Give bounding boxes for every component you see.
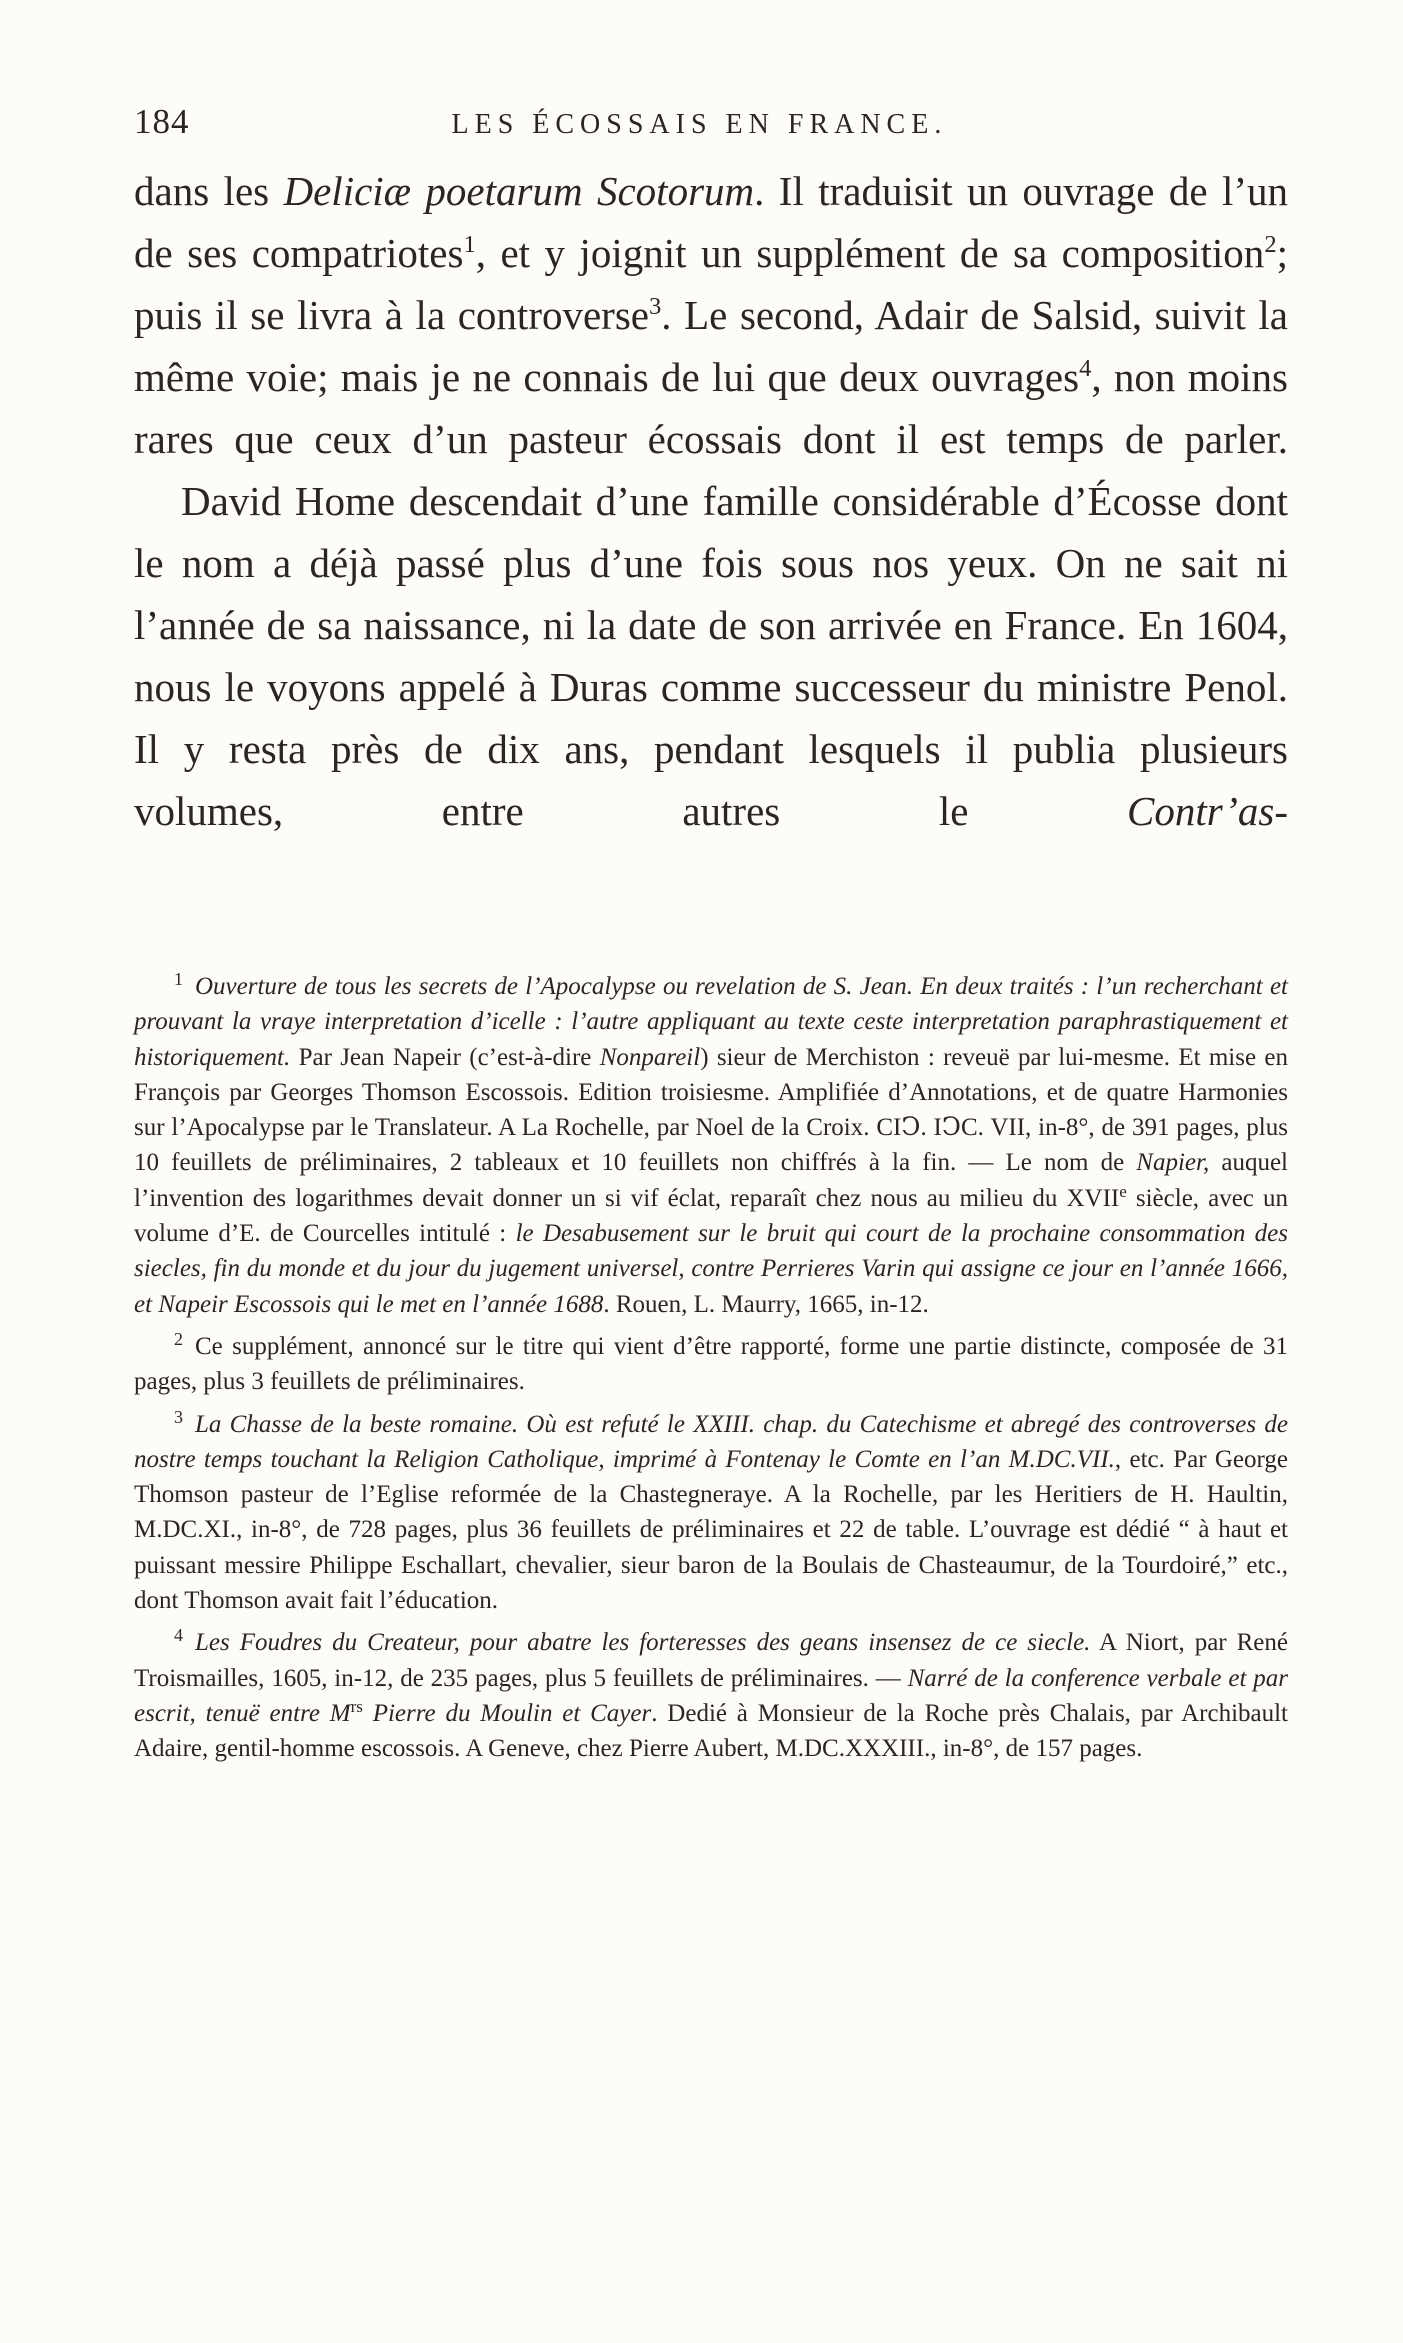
page-number: 184 xyxy=(134,102,190,141)
footnote-ref-1[interactable]: 1 xyxy=(463,231,476,258)
footnote-4: $^4$ Les Foudres du Createur, pour abatre les forteresses des geans insensez de ce siecle. A Niort, par René Troismailles, 1605, in-12, de 235 pages, plus 5 feuillets de préliminaires. — Narré de la conference verbale et par escrit, tenuë entre $M^{rs}$ Pierre du Moulin et Cayer. Dedié à Monsieur de la Roche près Chalais, par Archibault Adaire, gentil-homme escossois. A Geneve, chez Pierre Aubert, M.DC.XXXIII., in-8°, de 157 pages. xyxy=(134,1625,1288,1763)
footnote-number: 3 xyxy=(174,1406,183,1427)
footnote-1: $^1$ Ouverture de tous les secrets de l’Apocalypse ou revelation de S. Jean. En deux traités : l’un recherchant et prouvant la vraye interpretation d’icelle : l’autre appliquant au texte ceste interpretation paraphrastiquement et historiquement. Par Jean Napeir (c’est-à-dire Nonpareil) sieur de Merchiston : reveuë par lui-mesme. Et mise en François par Georges Thomson Escossois. Edition troisiesme. Amplifiée d’Annotations, et de quatre Harmonies sur l’Apocalypse par le Translateur. A La Rochelle, par Noel de la Croix. CIↃ. IↃC. VII, in-8°, de 391 pages, plus 10 feuillets de préliminaires, 2 tableaux et 10 feuillets non chiffrés à la fin. — Le nom de Napier, auquel l’invention des logarithmes devait donner un si vif éclat, reparaît chez nous au milieu du XVIIe siècle, avec un volume d’E. de Courcelles intitulé : le Desabusement sur le bruit qui court de la prochaine consommation des siecles, fin du monde et du jour du jugement universel, contre Perrieres Varin qui assigne ce jour en l’année 1666, et Napeir Escossois qui le met en l’année 1688. Rouen, L. Maurry, 1665, in-12. xyxy=(134,969,1289,1318)
running-title: LES ÉCOSSAIS EN FRANCE. xyxy=(451,109,948,140)
paragraph-1: dans les Deliciæ poetarum Scotorum. Il traduisit un ouvrage de l’un de ses compatriotes$^1$, et y joignit un supplément de sa composition$^2$; puis il se livra à la controverse$^3$. Le second, Adair de Salsid, suivit la même voie; mais je ne connais de lui que deux ouvrages$^4$, non moins rares que ceux d’un pasteur écossais dont il est temps de parler. xyxy=(134,168,1289,462)
footnote-number: 1 xyxy=(174,969,183,989)
paragraph-2: David Home descendait d’une famille considérable d’Écosse dont le nom a déjà passé plus d’une fois sous nos yeux. On ne sait ni l’année de sa naissance, ni la date de son arrivée en France. En 1604, nous le voyons appelé à Duras comme successeur du ministre Penol. Il y resta près de dix ans, pendant lesquels il publia plusieurs volumes, entre autres le Contr’as- xyxy=(134,478,1288,834)
footnote-ref-3[interactable]: 3 xyxy=(648,293,662,320)
footnote-3: $^3$ La Chasse de la beste romaine. Où est refuté le XXIII. chap. du Catechisme et abregé des controverses de nostre temps touchant la Religion Catholique, imprimé à Fontenay le Comte en l’an M.DC.VII., etc. Par George Thomson pasteur de l’Eglise reformée de la Chastegneraye. A la Rochelle, par les Heritiers de H. Haultin, M.DC.XI., in-8°, de 728 pages, plus 36 feuillets de préliminaires et 22 de table. L’ouvrage est dédié “ à haut et puissant messire Philippe Eschallart, chevalier, sieur baron de la Boulais de Chasteaumur, de la Tourdoiré,” etc., dont Thomson avait fait l’éducation. xyxy=(134,1406,1288,1615)
footnote-number: 4 xyxy=(174,1625,183,1646)
footnote-2: $^2$ Ce supplément, annoncé sur le titre qui vient d’être rapporté, forme une partie distincte, composée de 31 pages, plus 3 feuillets de préliminaires. xyxy=(134,1328,1288,1396)
footnote-ref-2[interactable]: 2 xyxy=(1264,231,1277,258)
footnote-number: 2 xyxy=(174,1328,183,1349)
footnotes xyxy=(134,962,1288,1767)
page-header xyxy=(134,102,1288,152)
main-text xyxy=(134,160,1288,842)
footnote-ref-4[interactable]: 4 xyxy=(1079,355,1092,382)
